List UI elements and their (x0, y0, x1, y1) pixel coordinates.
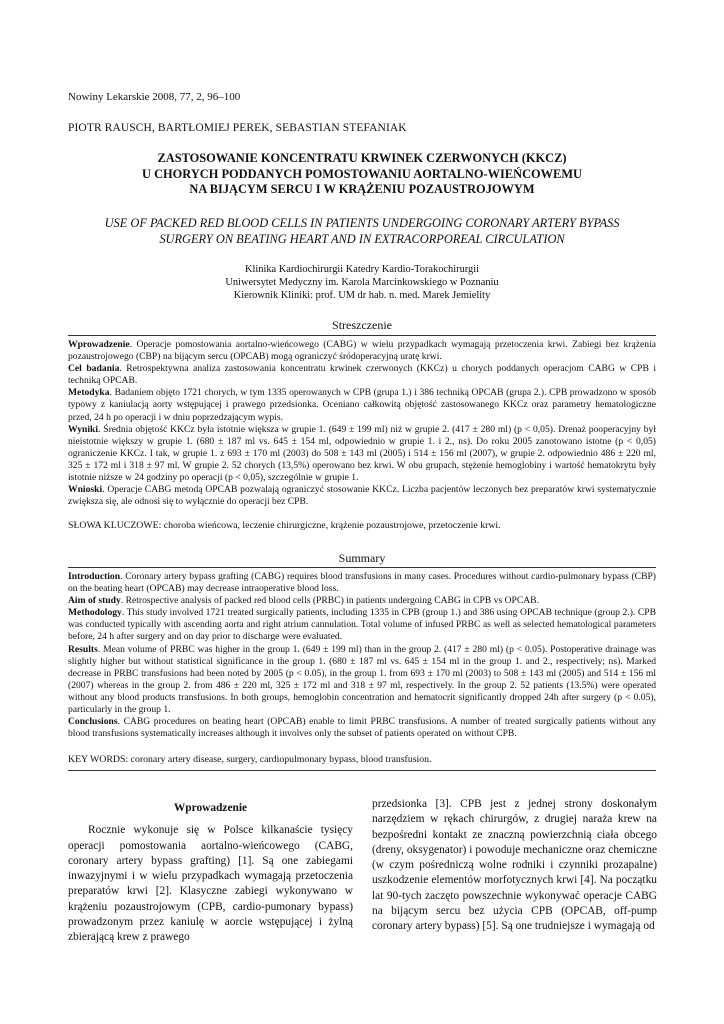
abstract-section (68, 339, 656, 363)
abstract-section-text: . Operacje pomostowania aortalno-wieńcowego (CABG) w wielu przypadkach wymagają przetoczenia krwi. Zabiegi bez krążenia pozaustrojowego (CBP) na bijącym sercu (OPCAB) mogą ograniczyć śródoperacyjną uratę krwi. (68, 339, 656, 363)
abstract-section-text: . Coronary artery bypass grafting (CABG) requires blood transfusions in many cases. Procedures without cardio-pulmonary bypass (CBP) on the beating heart (OPCAB) may decrease intraoperative blood loss. (68, 571, 656, 595)
abstract-section-text: . Operacje CABG metodą OPCAB pozwalają ograniczyć stosowanie KKCz. Liczba pacjentów leczonych bez preparatów krwi systematycznie zwiększa się, ale odnosi się to wyłącznie do operacji bez CPB. (68, 484, 656, 508)
journal-citation: Nowiny Lekarskie 2008, 77, 2, 96–100 (68, 91, 241, 103)
title-english (68, 216, 656, 247)
abstract-section-label: Results (68, 643, 98, 655)
affiliation-line: Klinika Kardiochirurgii Katedry Kardio-Torakochirurgii (244, 264, 480, 275)
abstract-section-label: Methodology (68, 607, 122, 619)
abstract-section-label: Aim of study (68, 595, 121, 607)
abstract-polish (68, 339, 656, 508)
abstract-section (68, 607, 656, 643)
abstract-section (68, 387, 656, 423)
keywords-polish: SŁOWA KLUCZOWE: choroba wieńcowa, leczenie chirurgiczne, krążenie pozaustrojowe, przetoczenie krwi. (68, 520, 501, 531)
abstract-section-text: . CABG procedures on beating heart (OPCAB) enable to limit PRBC transfusions. A number of treated surgically patients without any blood transfusions systematically increases although it involves only the subset of patients operated on without CPB. (68, 716, 656, 740)
abstract-section-label: Conclusions (68, 716, 118, 728)
abstract-section (68, 716, 656, 740)
abstract-section-label: Wnioski (68, 484, 103, 496)
affiliation-line: Uniwersytet Medyczny im. Karola Marcinkowskiego w Poznaniu (225, 277, 499, 289)
abstract-section-label: Cel badania (68, 363, 120, 375)
abstract-english (68, 571, 656, 740)
body-column-right (372, 797, 657, 935)
body-paragraph: Rocznie wykonuje się w Polsce kilkanaście tysięcy operacji pomostowania aortalno-wieńcowego (CABG, coronary artery bypass grafting) [1]. Są one zabiegami inwazyjnymi i w wielu przypadkach wymagają przetoczenia preparatów krwi [2]. Klasyczne zabiegi wykonywano w krążeniu pozaustrojowym (CPB, cardio-pumonary bypass) prowadzonym przez kaniulę w aorcie wstępującej i żylną zbierającą krew z prawego (68, 824, 353, 944)
divider (68, 335, 656, 336)
affiliation-line: Kierownik Kliniki: prof. UM dr hab. n. med. Marek Jemielity (233, 290, 491, 302)
abstract-section (68, 571, 656, 595)
abstract-section-text: . Średnia objętość KKCz była istotnie większa w grupie 1. (649 ± 199 ml) niż w grupie 2. (417 ± 280 ml) (p < 0,05). Drenaż pooperacyjny był nieistotnie większy w grupie 1. (680 ± 187 ml vs. 645 ± 154 ml, odpowiednio w grupie 1. i 2., ns). Do roku 2005 zanotowano istotne (p < 0,05) ograniczenie KKCz. I tak, w grupie 1. z 693 ± 170 ml (2003) do 508 ± 143 ml (2005) i 514 ± 156 ml (2007), w grupie 2. odpowiednio 486 ± 220 ml, 325 ± 172 ml i 318 ± 97 ml. W grupie 2. 52 chorych (13,5%) operowano bez krwi. W obu grupach, stężenie hemoglobiny i wartość hematokrytu były istotnie niższe w 24 godziny po operacji (p < 0,05), szczególnie w grupie 1. (68, 423, 656, 484)
abstract-section-label: Wyniki (68, 423, 99, 435)
abstract-section (68, 595, 656, 607)
abstract-section (68, 644, 656, 717)
abstract-section-label: Introduction (68, 571, 121, 582)
title-english-line: USE OF PACKED RED BLOOD CELLS IN PATIENTS UNDERGOING CORONARY ARTERY BYPASS (104, 216, 620, 230)
affiliation (68, 263, 656, 303)
title-english-line: SURGERY ON BEATING HEART AND IN EXTRACORPOREAL CIRCULATION (159, 231, 565, 246)
section-heading-introduction: Wprowadzenie (173, 802, 248, 814)
body-paragraph: przedsionka [3]. CPB jest z jednej strony doskonałym narzędziem w rękach chirurgów, z drugiej naraża krew na bezpośredni kontakt ze znaczną powierzchnią ciała obcego (dreny, oksygenator) i powoduje mechaniczne oraz chemiczne (w czym pośredniczą wolne rodniki i czynniki prozapalne) uszkodzenie elementów morfotycznych krwi [4]. Na początku lat 90-tych zaczęto powszechnie wykonywać operacje CABG na bijącym sercu bez użycia CPB (OPCAB, off-pump coronary artery bypass) [5]. Są one trudniejsze i wymagają od (372, 798, 657, 933)
abstract-section (68, 484, 656, 508)
streszczenie-heading: Streszczenie (332, 318, 392, 332)
divider (68, 567, 656, 568)
abstract-section-text: . Retrospektywna analiza zastosowania koncentratu krwinek czerwonych (KKCz) u chorych poddanych operacjom CABG w CPB i techniką OPCAB. (68, 363, 656, 387)
abstract-section (68, 363, 656, 387)
abstract-section-label: Wprowadzenie (68, 339, 130, 350)
abstract-section-text: . Badaniem objęto 1721 chorych, w tym 1335 operowanych w CPB (grupa 1.) i 386 techniką OPCAB (grupa 2.). CPB prowadzono w sposób typowy z kaniulacją aorty wstępującej i prawego przedsionka. Oceniano całkowitą objętość zastosowanego KKCz oraz parametry hematologiczne przed, 24 h po operacji i w dniu poprzedzającym wypis. (68, 387, 656, 423)
keywords-english: KEY WORDS: coronary artery disease, surgery, cardiopulmonary bypass, blood transfusion. (68, 754, 432, 765)
title-polish (68, 151, 656, 198)
abstract-section-text: . This study involved 1721 treated surgically patients, including 1335 in CPB (group 1.) and 386 using OPCAB technique (group 2.). CPB was conducted typically with ascending aorta and right atrium cannulation. Total volume of infused PRBC as well as selected hematological parameters before, 24 h after surgery and on day prior to discharge were evaluated. (68, 607, 656, 643)
abstract-section-text: . Mean volume of PRBC was higher in the group 1. (649 ± 199 ml) than in the group 2. (417 ± 280 ml) (p < 0.05). Postoperative drainage was slightly higher but without statistical significance in the group 1. (680 ± 187 ml vs. 645 ± 154 ml in the group 1. and 2., respectively; ns). Marked decrease in PRBC transfusions had been noted by 2005 (p < 0.05), in the group 1. from 693 ± 170 ml (2003) to 508 ± 143 ml (2005) and 514 ± 156 ml (2007) whereas in the group 2. from 486 ± 220 ml, 325 ± 172 ml and 318 ± 97 ml, respectively. In the group 2. 52 patients (13.5%) were operated without any blood products transfusions. In both groups, hemoglobin concentration and hematocrit significantly dropped 24h after surgery (p < 0.05), particularly in the group 1. (68, 643, 656, 716)
title-polish-line: NA BIJĄCYM SERCU I W KRĄŻENIU POZAUSTROJOWYM (189, 182, 535, 196)
title-polish-line: U CHORYCH PODDANYCH POMOSTOWANIU AORTALNO-WIEŃCOWEMU (142, 166, 582, 181)
abstract-section-label: Metodyka (68, 387, 110, 399)
summary-heading: Summary (338, 551, 386, 565)
body-column-left (68, 797, 353, 946)
abstract-section-text: . Retrospective analysis of packed red blood cells (PRBC) in patients undergoing CABG in CPB vs OPCAB. (120, 595, 539, 607)
title-polish-line: ZASTOSOWANIE KONCENTRATU KRWINEK CZERWONYCH (KKCZ) (157, 151, 567, 165)
abstract-section (68, 424, 656, 484)
divider (68, 770, 656, 771)
author-list: PIOTR RAUSCH, BARTŁOMIEJ PEREK, SEBASTIAN STEFANIAK (68, 122, 407, 134)
